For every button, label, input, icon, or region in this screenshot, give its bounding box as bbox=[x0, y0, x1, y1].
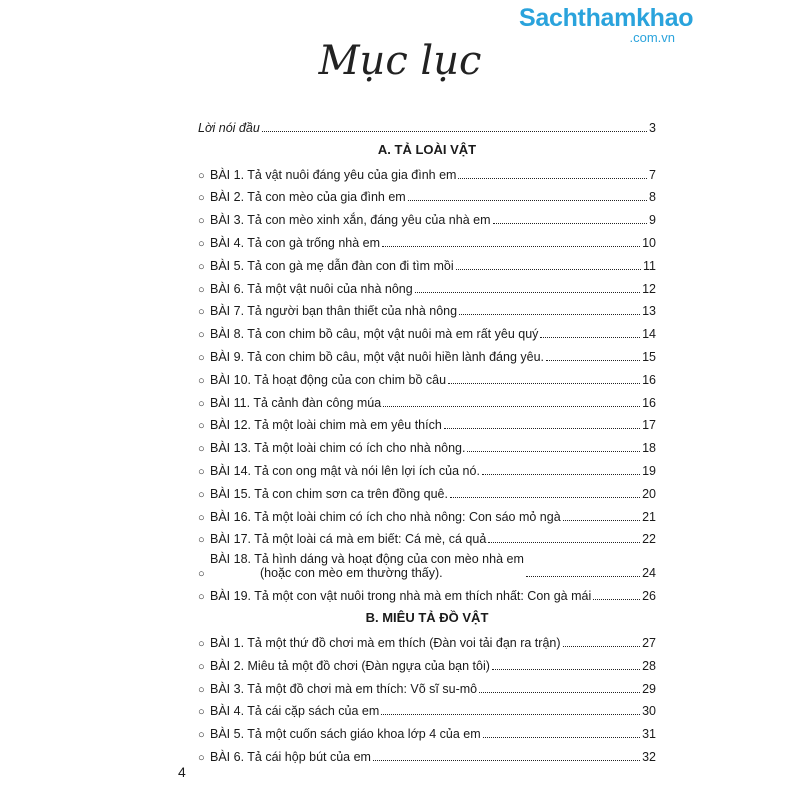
toc-entry bbox=[198, 718, 656, 741]
toc-entry-page: 16 bbox=[642, 372, 656, 387]
toc-entry-title: BÀI 3. Tả con mèo xinh xắn, đáng yêu của nhà em bbox=[210, 213, 491, 228]
dot-leader bbox=[444, 428, 640, 429]
toc-entry-page: 22 bbox=[642, 532, 656, 547]
toc-entry-page: 26 bbox=[642, 589, 656, 604]
bullet-circle-icon: ○ bbox=[198, 591, 205, 604]
dot-leader bbox=[467, 451, 640, 452]
toc-entry bbox=[198, 455, 656, 478]
toc-entry-title: BÀI 2. Miêu tả một đồ chơi (Đàn ngựa của bạn tôi) bbox=[210, 658, 490, 673]
bullet-circle-icon: ○ bbox=[198, 283, 205, 296]
toc-entry bbox=[198, 650, 656, 673]
toc-entry-title: BÀI 15. Tả con chim sơn ca trên đồng quê. bbox=[210, 486, 448, 501]
toc-entry-page: 8 bbox=[649, 190, 656, 205]
toc-entry-title: BÀI 13. Tả một loài chim có ích cho nhà nông. bbox=[210, 441, 466, 456]
toc-entry-title: BÀI 4. Tả con gà trống nhà em bbox=[210, 235, 381, 250]
dot-leader bbox=[526, 576, 640, 577]
toc-entry-title: BÀI 3. Tả một đồ chơi mà em thích: Võ sĩ su-mô bbox=[210, 681, 478, 696]
toc-entry-title: BÀI 9. Tả con chim bồ câu, một vật nuôi hiền lành đáng yêu. bbox=[210, 349, 545, 364]
bullet-circle-icon: ○ bbox=[198, 568, 205, 581]
toc-entry-title: BÀI 12. Tả một loài chim mà em yêu thích bbox=[210, 418, 442, 433]
bullet-circle-icon: ○ bbox=[198, 397, 205, 410]
bullet-circle-icon: ○ bbox=[198, 237, 205, 250]
toc-entry-page: 30 bbox=[642, 704, 656, 719]
toc-entry-page: 10 bbox=[642, 235, 656, 250]
toc-entry-title: BÀI 1. Tả vật nuôi đáng yêu của gia đình em bbox=[210, 167, 457, 182]
page-number: 4 bbox=[178, 764, 186, 780]
bullet-circle-icon: ○ bbox=[198, 683, 205, 696]
bullet-circle-icon: ○ bbox=[198, 729, 205, 742]
bullet-circle-icon: ○ bbox=[198, 169, 205, 182]
toc-entry-page: 7 bbox=[649, 167, 656, 182]
bullet-circle-icon: ○ bbox=[198, 488, 205, 501]
toc-entry-title: BÀI 7. Tả người bạn thân thiết của nhà nông bbox=[210, 304, 458, 319]
toc-entry-title: BÀI 11. Tả cảnh đàn công múa bbox=[210, 395, 382, 410]
dot-leader bbox=[448, 383, 640, 384]
toc-entry-title: BÀI 5. Tả một cuốn sách giáo khoa lớp 4 của em bbox=[210, 727, 481, 742]
toc-entry-title: BÀI 14. Tả con ong mật và nói lên lợi ích của nó. bbox=[210, 463, 480, 478]
dot-leader bbox=[593, 599, 640, 600]
toc-entry bbox=[198, 250, 656, 273]
dot-leader bbox=[493, 223, 648, 224]
toc-entry-page: 11 bbox=[643, 258, 656, 273]
toc-entry-page: 29 bbox=[642, 681, 656, 696]
toc-entry bbox=[198, 296, 656, 319]
toc-entry bbox=[198, 546, 656, 580]
bullet-circle-icon: ○ bbox=[198, 260, 205, 273]
toc-entry-title: BÀI 10. Tả hoạt động của con chim bồ câu bbox=[210, 372, 447, 387]
toc-entry-page: 13 bbox=[642, 304, 656, 319]
toc-entry bbox=[198, 227, 656, 250]
bullet-circle-icon: ○ bbox=[198, 351, 205, 364]
toc-entry-title: BÀI 4. Tả cái cặp sách của em bbox=[210, 704, 380, 719]
dot-leader bbox=[563, 520, 640, 521]
dot-leader bbox=[459, 314, 640, 315]
bullet-circle-icon: ○ bbox=[198, 751, 205, 764]
bullet-circle-icon: ○ bbox=[198, 374, 205, 387]
toc-entry bbox=[198, 341, 656, 364]
toc-entry bbox=[198, 159, 656, 182]
dot-leader bbox=[458, 178, 647, 179]
toc-entry-page: 3 bbox=[649, 120, 656, 135]
dot-leader bbox=[408, 200, 647, 201]
dot-leader bbox=[373, 760, 640, 761]
toc-entry bbox=[198, 696, 656, 719]
toc-entry-title: BÀI 6. Tả cái hộp bút của em bbox=[210, 749, 371, 764]
toc-entry-title: BÀI 8. Tả con chim bồ câu, một vật nuôi mà em rất yêu quý bbox=[210, 327, 539, 342]
section-heading: A. TẢ LOÀI VẬT bbox=[377, 141, 477, 157]
dot-leader bbox=[488, 542, 640, 543]
toc-entry-page: 19 bbox=[642, 463, 656, 478]
toc-entry-page: 18 bbox=[642, 441, 656, 456]
toc-entry-page: 31 bbox=[642, 727, 656, 742]
toc-entry bbox=[198, 273, 656, 296]
bullet-circle-icon: ○ bbox=[198, 420, 205, 433]
toc-entry-page: 16 bbox=[642, 395, 656, 410]
toc-entry-title: BÀI 18. Tả hình dáng và hoạt động của con mèo nhà em bbox=[210, 552, 524, 567]
toc-entry-page: 24 bbox=[642, 566, 656, 581]
toc-entry bbox=[198, 387, 656, 410]
dot-leader bbox=[540, 337, 640, 338]
page-title: Mục lục bbox=[318, 38, 482, 84]
toc-entry bbox=[198, 673, 656, 696]
bullet-circle-icon: ○ bbox=[198, 465, 205, 478]
dot-leader bbox=[415, 292, 640, 293]
toc-entry-title: BÀI 1. Tả một thứ đồ chơi mà em thích (Đàn voi tải đạn ra trận) bbox=[210, 635, 561, 650]
toc-entry-page: 15 bbox=[642, 349, 656, 364]
toc-entry bbox=[198, 112, 656, 135]
dot-leader bbox=[262, 131, 647, 132]
toc-entry bbox=[198, 410, 656, 433]
toc-entry-page: 9 bbox=[649, 213, 656, 228]
dot-leader bbox=[492, 669, 640, 670]
toc-entry-title: Lời nói đầu bbox=[198, 120, 260, 135]
toc-entry bbox=[198, 627, 656, 650]
bullet-circle-icon: ○ bbox=[198, 215, 205, 228]
dot-leader bbox=[381, 714, 640, 715]
dot-leader bbox=[450, 497, 640, 498]
bullet-circle-icon: ○ bbox=[198, 306, 205, 319]
bullet-circle-icon: ○ bbox=[198, 443, 205, 456]
toc-entry bbox=[198, 478, 656, 501]
toc-entry-title: BÀI 5. Tả con gà mẹ dẫn đàn con đi tìm mồi bbox=[210, 258, 454, 273]
bullet-circle-icon: ○ bbox=[198, 706, 205, 719]
toc-entry-page: 21 bbox=[642, 509, 656, 524]
toc-entry bbox=[198, 182, 656, 205]
section-heading: B. MIÊU TẢ ĐỒ VẬT bbox=[365, 610, 489, 626]
toc-entry bbox=[198, 580, 656, 603]
toc-entry-title: BÀI 19. Tả một con vật nuôi trong nhà mà em thích nhất: Con gà mái bbox=[210, 589, 592, 604]
toc-entry-page: 12 bbox=[642, 281, 656, 296]
toc-entry bbox=[198, 524, 656, 547]
toc-entry-title: BÀI 2. Tả con mèo của gia đình em bbox=[210, 190, 406, 205]
dot-leader bbox=[546, 360, 640, 361]
toc-entry bbox=[198, 318, 656, 341]
toc-entry-title: BÀI 16. Tả một loài chim có ích cho nhà nông: Con sáo mỏ ngà bbox=[210, 509, 561, 524]
dot-leader bbox=[382, 246, 640, 247]
toc-entry-page: 27 bbox=[642, 635, 656, 650]
toc-entry-page: 14 bbox=[642, 327, 656, 342]
dot-leader bbox=[482, 474, 640, 475]
toc-entry-page: 28 bbox=[642, 658, 656, 673]
toc-entry bbox=[198, 432, 656, 455]
watermark-name: Sachthamkhao bbox=[519, 4, 694, 32]
bullet-circle-icon: ○ bbox=[198, 329, 205, 342]
watermark-domain: .com.vn bbox=[629, 30, 675, 45]
bullet-circle-icon: ○ bbox=[198, 637, 205, 650]
toc-entry-title: BÀI 17. Tả một loài cá mà em biết: Cá mè, cá quả bbox=[210, 532, 487, 547]
dot-leader bbox=[479, 692, 640, 693]
dot-leader bbox=[483, 737, 640, 738]
toc-entry bbox=[198, 501, 656, 524]
bullet-circle-icon: ○ bbox=[198, 660, 205, 673]
toc-entry bbox=[198, 204, 656, 227]
dot-leader bbox=[456, 269, 641, 270]
toc-entry-page: 20 bbox=[642, 486, 656, 501]
bullet-circle-icon: ○ bbox=[198, 192, 205, 205]
dot-leader bbox=[563, 646, 641, 647]
dot-leader bbox=[383, 406, 640, 407]
toc-entry-page: 32 bbox=[642, 749, 656, 764]
table-of-contents bbox=[198, 112, 656, 764]
toc-entry bbox=[198, 364, 656, 387]
bullet-circle-icon: ○ bbox=[198, 511, 205, 524]
bullet-circle-icon: ○ bbox=[198, 534, 205, 547]
toc-entry-page: 17 bbox=[642, 418, 656, 433]
toc-entry-title: BÀI 6. Tả một vật nuôi của nhà nông bbox=[210, 281, 413, 296]
toc-entry bbox=[198, 741, 656, 764]
toc-entry-title: (hoặc con mèo em thường thấy). bbox=[260, 566, 443, 581]
